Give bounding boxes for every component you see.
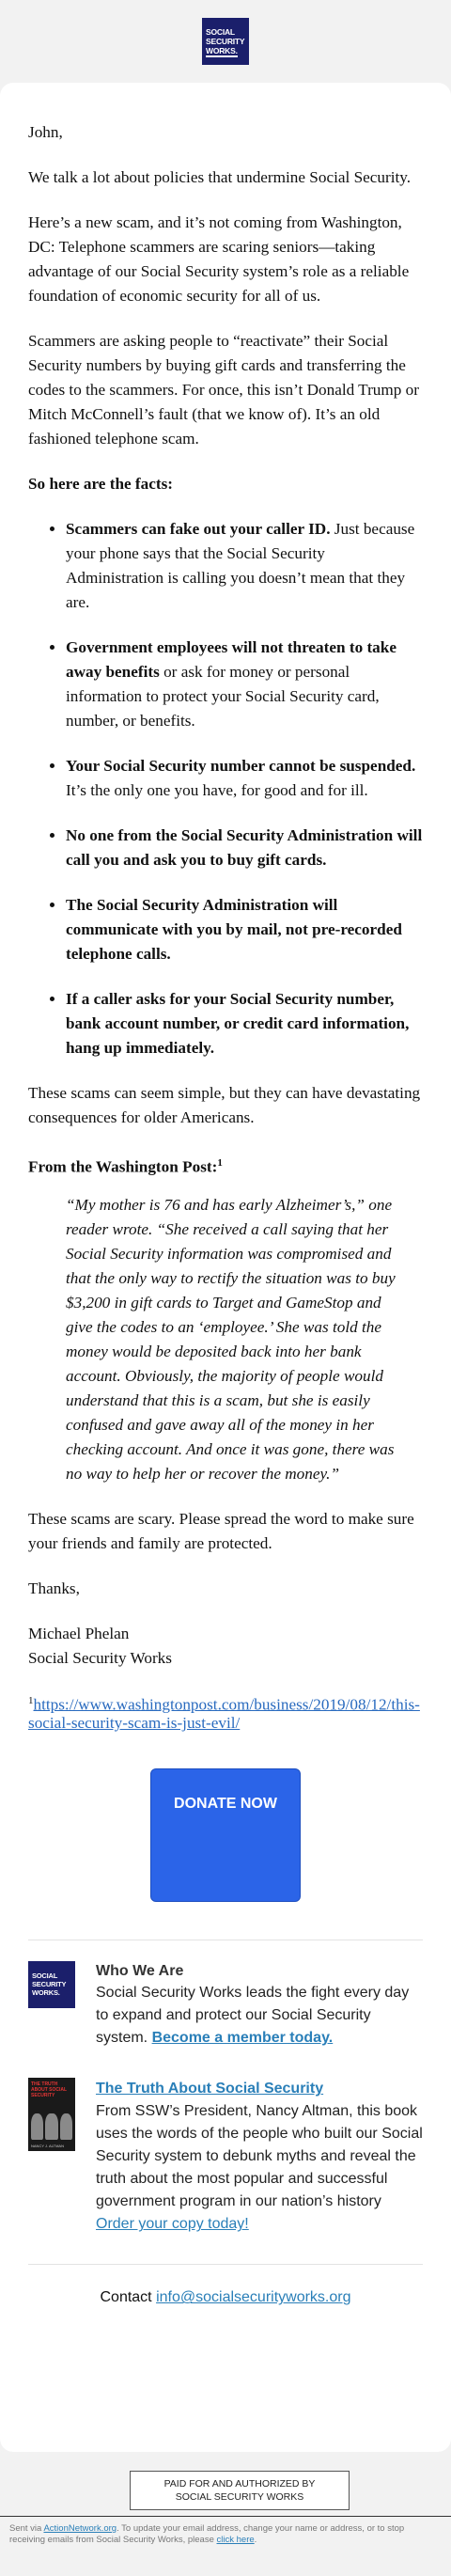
footer-divider [0, 2516, 451, 2517]
book-title-link[interactable]: The Truth About Social Security [96, 2081, 324, 2097]
action-network-link[interactable]: ActionNetwork.org [43, 2523, 117, 2534]
email-body-card [0, 83, 451, 2452]
washington-post-heading: From the Washington Post:$^1$ [28, 1157, 223, 1176]
paid-for-disclaimer: PAID FOR AND AUTHORIZED BY SOCIAL SECURITY WORKS [130, 2471, 350, 2510]
fact-item: • Your Social Security number cannot be suspended. It’s the only one you have, for good and for ill. [66, 754, 423, 803]
paragraph-3: Scammers are asking people to “reactivate” their Social Security numbers by buying gift cards and transferring the codes to the scammers. For once, this isn’t Donald Trump or Mitch McConnell’s fault (that we know of). It’s an old fashioned telephone scam. [28, 332, 419, 448]
contact-line: Contact info@socialsecurityworks.org [100, 2289, 351, 2306]
facts-list [28, 517, 423, 1060]
paragraph-5: These scams are scary. Please spread the word to make sure your friends and family are protected. [28, 1509, 414, 1552]
divider [28, 2264, 423, 2265]
order-copy-link[interactable]: Order your copy today! [96, 2216, 249, 2233]
contact-email-link[interactable]: info@socialsecurityworks.org [156, 2289, 351, 2306]
book-description: From SSW’s President, Nancy Altman, this book uses the words of the people who built our Social Security system to debunk myths and reveal the truth about the most popular and successful government program in our nation’s history [96, 2103, 423, 2210]
email-header [0, 0, 451, 83]
footnote: $^1$https://www.washingtonpost.com/business/2019/08/12/this-social-security-scam-is-just-evil/ [28, 1694, 420, 1733]
sign-off: Thanks, [28, 1579, 80, 1597]
book-promo [28, 2078, 423, 2236]
book-cover-image[interactable]: THE TRUTH ABOUT SOCIAL SECURITY NANCY J. ALTMAN [28, 2078, 75, 2151]
footer-text: Sent via ActionNetwork.org. To update your email address, change your name or address, or to stop receiving emails from Social Security Works, please click here. [9, 2523, 405, 2545]
paragraph-1: We talk a lot about policies that undermine Social Security. [28, 168, 412, 186]
donate-button[interactable]: DONATE NOW [150, 1768, 301, 1902]
paragraph-4: These scams can seem simple, but they can have devastating consequences for older Americans. [28, 1084, 421, 1126]
ssw-small-logo: SOCIAL SECURITY WORKS. [28, 1961, 75, 2008]
paragraph-2: Here’s a new scam, and it’s not coming from Washington, DC: Telephone scammers are scaring seniors—taking advantage of our Social Security system’s role as a reliable foundation of economic security for all of us. [28, 213, 410, 305]
fact-item: • Scammers can fake out your caller ID. Just because your phone says that the Social Security Administration is calling you doesn’t mean that they are. [66, 517, 423, 615]
footnote-link[interactable]: https://www.washingtonpost.com/business/2019/08/12/this-social-security-scam-is-just-evil/ [28, 1695, 420, 1733]
unsubscribe-link[interactable]: click here [216, 2535, 255, 2545]
greeting: John, [28, 123, 63, 141]
who-we-are-promo [28, 1961, 423, 2050]
fact-item: • Government employees will not threaten to take away benefits or ask for money or personal information to protect your Social Security card, number, or benefits. [66, 636, 423, 733]
signature: Michael Phelan Social Security Works [28, 1624, 172, 1667]
washington-post-quote: “My mother is 76 and has early Alzheimer’s,” one reader wrote. “She received a call saying that her Social Security information was compromised and that the only way to rectify the situation was to buy $3,200 in gift cards to Target and GameStop and give the codes to an ‘employee.’ She was told the money would be deposited back into her bank account. Obviously, the majority of people would understand that this is a scam, but she is easily confused and gave away all of the money in her checking account. And once it was gone, there was no way to help her or recover the money.” [66, 1195, 396, 1483]
who-we-are-text: Social Security Works leads the fight every day to expand and protect our Social Security system. [96, 1985, 410, 2047]
ssw-logo: SOCIAL SECURITY WORKS. [202, 18, 249, 65]
become-member-link[interactable]: Become a member today. [151, 2030, 334, 2047]
fact-item: • The Social Security Administration will communicate with you by mail, not pre-recorded telephone calls. [66, 893, 423, 966]
facts-heading: So here are the facts: [28, 475, 174, 493]
fact-item: • No one from the Social Security Administration will call you and ask you to buy gift cards. [66, 824, 423, 872]
who-we-are-title: Who We Are [96, 1963, 184, 1980]
fact-item: • If a caller asks for your Social Security number, bank account number, or credit card information, hang up immediately. [66, 987, 423, 1060]
donate-wrapper [28, 1768, 423, 1902]
